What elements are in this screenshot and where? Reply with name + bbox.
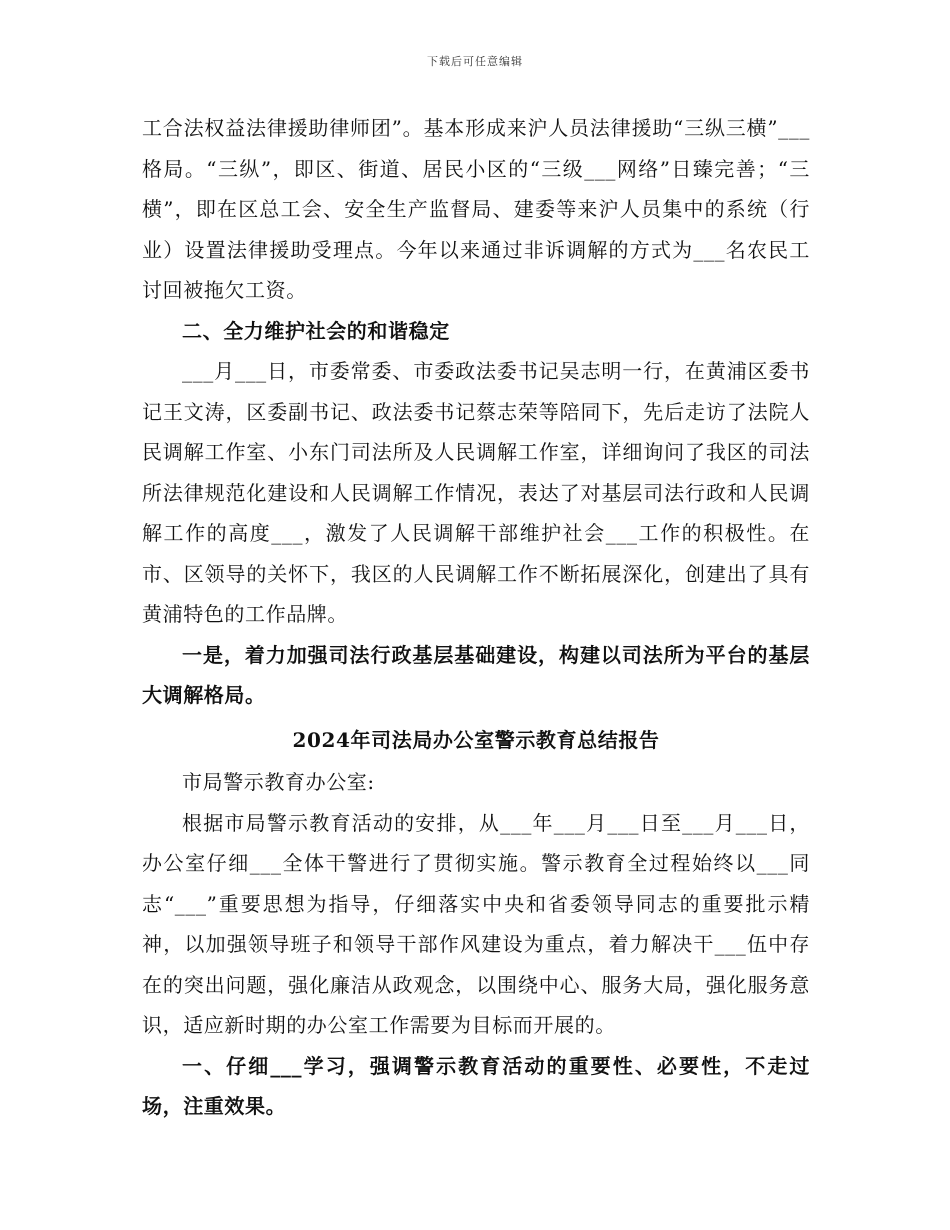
page-header: 下载后可任意编辑	[427, 55, 523, 68]
section-heading-stability: 二、全力维护社会的和谐稳定	[182, 318, 450, 343]
document-body	[142, 108, 810, 1127]
paragraph-warning-education: 根据市局警示教育活动的安排，从___年___月___日至___月___日，办公室仔细___全体干警进行了贯彻实施。警示教育全过程始终以___同志“___”重要思想为指导，仔细落实中央和省委领导同志的重要批示精神，以加强领导班子和领导干部作风建设为重点，着力解决干___伍中存在的突出问题，强化廉洁从政观念，以围绕中心、服务大局，强化服务意识，适应新时期的办公室工作需要为目标而开展的。	[142, 810, 810, 1037]
report-title: 2024年司法局办公室警示教育总结报告	[292, 727, 660, 752]
section-heading-study: 一、仔细___学习，强调警示教育活动的重要性、必要性，不走过场，注重效果。	[142, 1053, 810, 1118]
paragraph-legal-aid: 工合法权益法律援助律师团”。基本形成来沪人员法律援助“三纵三横”___格局。“三纵”，即区、街道、居民小区的“三级___网络”日臻完善；“三横”，即在区总工会、安全生产监督局、建委等来沪人员集中的系统（行业）设置法律援助受理点。今年以来通过非诉调解的方式为___名农民工讨回被拖欠工资。	[142, 116, 810, 302]
paragraph-leader-visit: ___月___日，市委常委、市委政法委书记吴志明一行，在黄浦区委书记王文涛，区委副书记、政法委书记蔡志荣等陪同下，先后走访了法院人民调解工作室、小东门司法所及人民调解工作室，详细询问了我区的司法所法律规范化建设和人民调解工作情况，表达了对基层司法行政和人民调解工作的高度___，激发了人民调解干部维护社会___工作的积极性。在市、区领导的关怀下，我区的人民调解工作不断拓展深化，创建出了具有黄浦特色的工作品牌。	[142, 359, 810, 626]
addressee-line: 市局警示教育办公室:	[182, 770, 375, 794]
section-heading-grassroots: 一是，着力加强司法行政基层基础建设，构建以司法所为平台的基层大调解格局。	[142, 642, 810, 707]
